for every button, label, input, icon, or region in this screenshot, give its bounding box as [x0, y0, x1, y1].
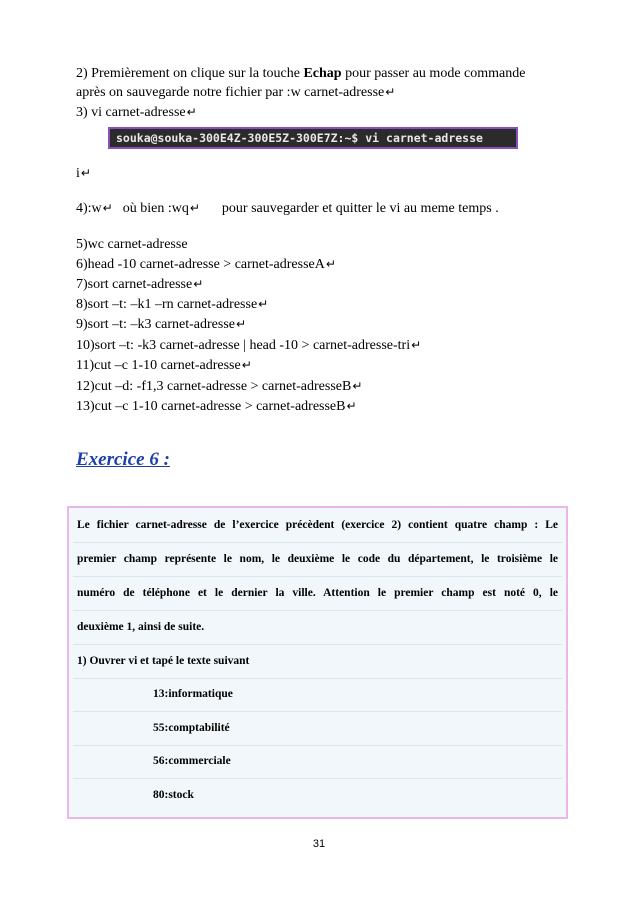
exercise-paragraph-line-3: numéro de téléphone et le dernier la ville. Attention le premier champ est noté 0, le	[77, 587, 558, 599]
i-line	[76, 165, 91, 182]
return-icon: ↵	[352, 379, 363, 393]
step-4-wq: où bien :wq	[122, 201, 189, 216]
exercise-paragraph-line-2: premier champ représente le nom, le deuxième le code du département, le troisième le	[77, 553, 558, 565]
divider	[73, 745, 562, 746]
step-2-line-2	[76, 84, 395, 101]
return-icon: ↵	[258, 297, 269, 311]
step-2-text-start: 2) Premièrement on clique sur la touche	[76, 66, 304, 81]
step-7-text: 7)sort carnet-adresse	[76, 277, 193, 292]
step-11-text: 11)cut –c 1-10 carnet-adresse	[76, 358, 241, 373]
step-2-bold-key: Echap	[303, 66, 342, 81]
divider	[73, 576, 562, 577]
step-6-text: 6)head -10 carnet-adresse > carnet-adresseA	[76, 257, 325, 272]
step-5-text: 5)wc carnet-adresse	[76, 237, 188, 252]
exercise-paragraph-line-1: Le fichier carnet-adresse de l’exercice précèdent (exercice 2) contient quatre champ : Le	[77, 519, 558, 531]
step-4-description: pour sauvegarder et quitter le vi au meme temps .	[221, 201, 499, 216]
return-icon: ↵	[241, 358, 252, 372]
page-number: 31	[312, 838, 326, 850]
step-10-text: 10)sort –t: -k3 carnet-adresse | head -10 > carnet-adresse-tri	[76, 338, 411, 353]
return-icon: ↵	[411, 338, 422, 352]
return-icon: ↵	[102, 201, 113, 215]
step-7	[76, 276, 203, 293]
step-8-text: 8)sort –t: –k1 –rn carnet-adresse	[76, 297, 258, 312]
list-item: 80:stock	[153, 789, 194, 801]
return-icon: ↵	[385, 85, 396, 99]
return-icon: ↵	[186, 105, 197, 119]
step-3-text: 3) vi carnet-adresse	[76, 105, 186, 120]
exercise-heading: Exercice 6 :	[76, 449, 170, 470]
question-1: 1) Ouvrer vi et tapé le texte suivant	[77, 655, 250, 667]
exercise-box	[67, 506, 568, 819]
step-2-line-1	[76, 65, 525, 82]
exercise-paragraph-line-4: deuxième 1, ainsi de suite.	[77, 621, 205, 633]
divider	[73, 610, 562, 611]
list-item: 13:informatique	[153, 688, 233, 700]
step-11	[76, 357, 252, 374]
divider	[73, 644, 562, 645]
step-5	[76, 236, 188, 253]
step-13	[76, 398, 357, 415]
step-12	[76, 378, 362, 395]
return-icon: ↵	[346, 399, 357, 413]
step-2-text-end: pour passer au mode commande	[341, 66, 526, 81]
step-4-w: 4):w	[76, 201, 102, 216]
terminal-screenshot: souka@souka-300E4Z-300E5Z-300E7Z:~$ vi carnet-adresse	[108, 127, 518, 149]
step-9-text: 9)sort –t: –k3 carnet-adresse	[76, 317, 235, 332]
divider	[73, 711, 562, 712]
return-icon: ↵	[325, 257, 336, 271]
step-13-text: 13)cut –c 1-10 carnet-adresse > carnet-adresseB	[76, 399, 346, 414]
step-3	[76, 104, 197, 121]
divider	[73, 778, 562, 779]
step-10	[76, 337, 421, 354]
divider	[73, 678, 562, 679]
return-icon: ↵	[189, 201, 200, 215]
step-4	[76, 200, 499, 217]
step-2-save-text: après on sauvegarde notre fichier par :w carnet-adresse	[76, 85, 385, 100]
i-text: i	[76, 166, 80, 181]
step-9	[76, 316, 246, 333]
list-item: 56:commerciale	[153, 755, 231, 767]
divider	[73, 542, 562, 543]
list-item: 55:comptabilité	[153, 722, 230, 734]
step-12-text: 12)cut –d: -f1,3 carnet-adresse > carnet-adresseB	[76, 379, 352, 394]
return-icon: ↵	[80, 166, 91, 180]
step-6	[76, 256, 336, 273]
return-icon: ↵	[236, 317, 247, 331]
step-8	[76, 296, 268, 313]
return-icon: ↵	[193, 277, 204, 291]
